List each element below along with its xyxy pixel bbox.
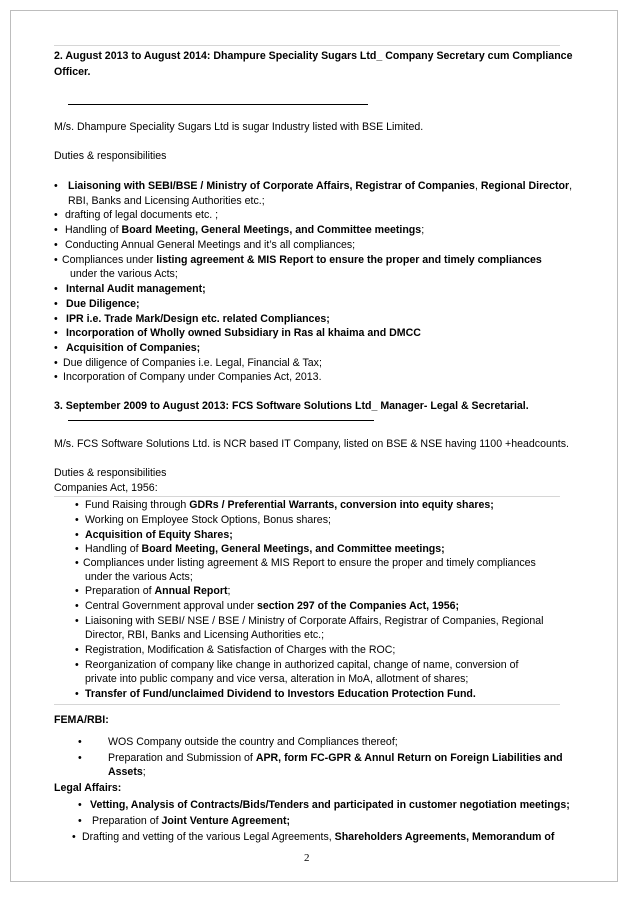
legal-item-3 xyxy=(82,831,554,844)
section3-act-label: Companies Act, 1956: xyxy=(54,482,158,494)
list-item: Reorganization of company like change in authorized capital, change of name, conversion of xyxy=(85,659,519,671)
bullet: • xyxy=(54,313,58,325)
bullet: • xyxy=(75,529,79,541)
bullet: • xyxy=(54,357,58,369)
bullet: • xyxy=(75,615,79,627)
bullet: • xyxy=(78,736,82,748)
item-bold: Board Meeting, General Meetings, and Committee meetings; xyxy=(141,543,445,555)
bullet: • xyxy=(54,180,58,192)
fema-item-1: WOS Company outside the country and Compliances thereof; xyxy=(108,736,398,748)
bullet: • xyxy=(75,659,79,671)
fema-item-2-line2 xyxy=(108,766,146,779)
item-plain: Handling of xyxy=(65,224,122,236)
bullet: • xyxy=(54,224,58,236)
bullet: • xyxy=(54,342,58,354)
list-item xyxy=(68,180,572,193)
item-plain: Preparation and Submission of xyxy=(108,752,256,764)
bullet: • xyxy=(54,283,58,295)
list-item: Acquisition of Equity Shares; xyxy=(85,529,233,541)
bullet: • xyxy=(75,514,79,526)
bullet: • xyxy=(75,499,79,511)
item-bold: Board Meeting, General Meetings, and Committee meetings xyxy=(121,224,422,236)
fema-item-2 xyxy=(108,752,563,765)
bullet: • xyxy=(75,600,79,612)
section2-company-desc: M/s. Dhampure Speciality Sugars Ltd is sugar Industry listed with BSE Limited. xyxy=(54,121,424,133)
item-plain: Fund Raising through xyxy=(85,499,190,511)
section3-underline xyxy=(68,420,374,421)
section2-heading-cont: Officer. xyxy=(54,66,91,78)
item-bold: Liaisoning with SEBI/BSE / Ministry of Corporate Affairs, Registrar of Companies xyxy=(68,180,475,192)
section2-heading: 2. August 2013 to August 2014: Dhampure Speciality Sugars Ltd_ Company Secretary cum Compliance xyxy=(54,50,573,62)
list-item: IPR i.e. Trade Mark/Design etc. related Compliances; xyxy=(66,313,330,325)
item-after: ; xyxy=(421,224,425,236)
bullet: • xyxy=(75,644,79,656)
bullet: • xyxy=(78,752,82,764)
list-item: Registration, Modification & Satisfaction of Charges with the ROC; xyxy=(85,644,396,656)
bullet: • xyxy=(78,799,82,811)
list-item xyxy=(85,543,445,556)
list-item: drafting of legal documents etc. ; xyxy=(65,209,219,221)
bullet: • xyxy=(75,585,79,597)
list-item: Due diligence of Companies i.e. Legal, Financial & Tax; xyxy=(63,357,322,369)
fema-label: FEMA/RBI: xyxy=(54,714,109,726)
section3-duties-label: Duties & responsibilities xyxy=(54,467,167,479)
item-bold2: Regional Director xyxy=(480,180,570,192)
list-item: Due Diligence; xyxy=(66,298,140,310)
bullet: • xyxy=(54,239,58,251)
item-bold: GDRs / Preferential Warrants, conversion into equity shares; xyxy=(189,499,494,511)
list-item-line2: under the various Acts; xyxy=(70,268,178,280)
item-mid: , xyxy=(474,180,481,192)
legal-label: Legal Affairs: xyxy=(54,782,122,794)
item-after: , xyxy=(569,180,573,192)
item-plain: Preparation of xyxy=(92,815,162,827)
legal-item-1: Vetting, Analysis of Contracts/Bids/Tenders and participated in customer negotiation meetings; xyxy=(90,799,570,811)
list-item-line2: under the various Acts; xyxy=(85,571,193,583)
item-plain: Drafting and vetting of the various Legal Agreements, xyxy=(82,831,335,843)
item-plain: Compliances under xyxy=(62,254,157,266)
list-item-line2: private into public company and vice versa, alteration in MoA, allotment of shares; xyxy=(85,673,469,685)
top-rule xyxy=(54,45,560,46)
list-item: Internal Audit management; xyxy=(66,283,206,295)
section3-bottom-rule xyxy=(54,704,560,705)
list-item xyxy=(65,224,424,237)
item-bold: Shareholders Agreements, Memorandum of xyxy=(334,831,555,843)
list-item-line2: Director, RBI, Banks and Licensing Authorities etc.; xyxy=(85,629,325,641)
list-item: Working on Employee Stock Options, Bonus shares; xyxy=(85,514,331,526)
section3-company-desc: M/s. FCS Software Solutions Ltd. is NCR based IT Company, listed on BSE & NSE having 1100 +headcounts. xyxy=(54,438,569,450)
bullet: • xyxy=(54,254,58,266)
bullet: • xyxy=(54,298,58,310)
item-plain: Handling of xyxy=(85,543,142,555)
item-plain: Preparation of xyxy=(85,585,155,597)
bullet: • xyxy=(54,371,58,383)
list-item: Compliances under listing agreement & MIS Report to ensure the proper and timely compliances xyxy=(83,557,536,569)
bullet: • xyxy=(54,209,58,221)
item-bold: APR, form FC-GPR & Annul Return on Foreign Liabilities and xyxy=(255,752,563,764)
item-after: ; xyxy=(227,585,231,597)
list-item: Incorporation of Company under Companies Act, 2013. xyxy=(63,371,322,383)
section2-duties-label: Duties & responsibilities xyxy=(54,150,167,162)
bullet: • xyxy=(75,543,79,555)
list-item: Liaisoning with SEBI/ NSE / BSE / Ministry of Corporate Affairs, Registrar of Companies, Regional xyxy=(85,615,544,627)
list-item xyxy=(85,585,230,598)
item-bold: listing agreement & MIS Report to ensure the proper and timely compliances xyxy=(156,254,542,266)
section3-heading: 3. September 2009 to August 2013: FCS Software Solutions Ltd_ Manager- Legal & Secretarial. xyxy=(54,400,529,412)
list-item-line2: RBI, Banks and Licensing Authorities etc.; xyxy=(68,195,265,207)
item-bold: Joint Venture Agreement; xyxy=(161,815,291,827)
bullet: • xyxy=(75,688,79,700)
list-item: Acquisition of Companies; xyxy=(66,342,201,354)
section3-rule xyxy=(54,496,560,497)
item-after: ; xyxy=(142,766,146,778)
item-plain: Central Government approval under xyxy=(85,600,257,612)
item-bold: Assets xyxy=(108,766,143,778)
bullet: • xyxy=(72,831,76,843)
list-item xyxy=(85,499,494,512)
bullet: • xyxy=(78,815,82,827)
page-number: 2 xyxy=(304,852,310,864)
bullet: • xyxy=(54,327,58,339)
list-item: Incorporation of Wholly owned Subsidiary in Ras al khaima and DMCC xyxy=(66,327,421,339)
bullet: • xyxy=(75,557,79,569)
item-bold: section 297 of the Companies Act, 1956; xyxy=(256,600,460,612)
list-item: Conducting Annual General Meetings and it’s all compliances; xyxy=(65,239,356,251)
list-item xyxy=(85,600,459,613)
section2-underline xyxy=(68,104,368,105)
legal-item-2 xyxy=(92,815,290,828)
list-item: Transfer of Fund/unclaimed Dividend to Investors Education Protection Fund. xyxy=(85,688,476,700)
item-bold: Annual Report xyxy=(154,585,228,597)
list-item xyxy=(62,254,542,267)
